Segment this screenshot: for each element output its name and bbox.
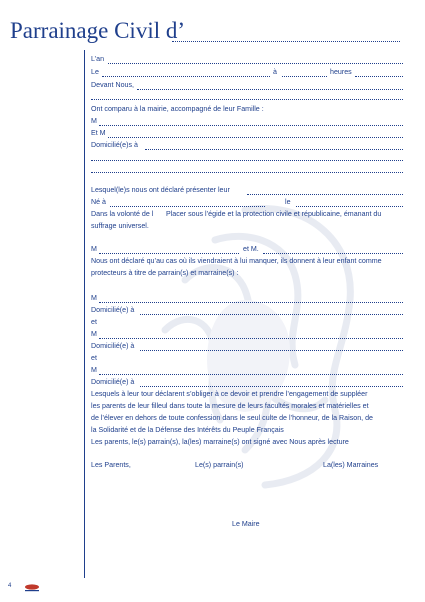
signature-marraines: La(les) Marraines xyxy=(323,461,379,469)
field-et-m2[interactable] xyxy=(263,253,403,254)
label-et-m2: et M. xyxy=(243,245,259,253)
field-l-an[interactable] xyxy=(108,63,403,64)
field-domicilies-3[interactable] xyxy=(91,172,403,173)
signature-parents: Les Parents, xyxy=(91,461,131,469)
field-parrain-3[interactable] xyxy=(99,374,403,375)
label-et-1: et xyxy=(91,318,97,326)
field-domicilie-3[interactable] xyxy=(140,386,403,387)
field-devant-nous[interactable] xyxy=(137,89,403,90)
field-minutes[interactable] xyxy=(355,76,403,77)
field-enfant[interactable] xyxy=(247,194,403,195)
volonte-line-1a: Dans la volonté de l xyxy=(91,210,154,218)
lesquels-line-2: les parents de leur filleul dans toute la mesure de leurs facultés morales et matérielles et xyxy=(91,402,369,410)
vertical-rule xyxy=(84,50,85,578)
label-ne-a: Né à xyxy=(91,198,106,206)
field-devant-nous-2[interactable] xyxy=(91,99,403,100)
label-devant-nous: Devant Nous, xyxy=(91,81,134,89)
non-declare-line-1: Nous ont déclaré qu’au cas où ils viendraient à lui manquer, ils donnent à leur enfant comme xyxy=(91,257,382,265)
field-date-naissance[interactable] xyxy=(296,206,403,207)
publisher-logo-icon xyxy=(24,584,40,592)
volonte-line-1b: Placer sous l’égide et la protection civile et républicaine, émanant du xyxy=(166,210,382,218)
label-ont-comparu: Ont comparu à la mairie, accompagné de leur Famille : xyxy=(91,105,264,113)
page-title: Parrainage Civil d’ xyxy=(10,18,186,43)
label-domicilie-3: Domicilié(e) à xyxy=(91,378,135,386)
signature-maire: Le Maire xyxy=(232,520,260,528)
label-domicilies: Domicilié(e)s à xyxy=(91,141,138,149)
label-l-an: L’an xyxy=(91,55,105,63)
label-lesquels-declare: Lesquel(le)s nous ont déclaré présenter leur xyxy=(91,186,230,194)
label-a: à xyxy=(273,68,277,76)
page-number: 4 xyxy=(8,583,12,589)
label-et-2: et xyxy=(91,354,97,362)
field-et-m[interactable] xyxy=(108,137,403,138)
label-heures: heures xyxy=(330,68,352,76)
label-domicilie-1: Domicilié(e) à xyxy=(91,306,135,314)
label-m4: M xyxy=(91,330,97,338)
field-domicilies[interactable] xyxy=(145,149,403,150)
field-m2[interactable] xyxy=(99,253,239,254)
field-date[interactable] xyxy=(102,76,270,77)
label-m3: M xyxy=(91,294,97,302)
label-le: Le xyxy=(91,68,99,76)
lesquels-line-3: de l’élever en dehors de toute confession dans le seul culte de l’honneur, de la Raison, de xyxy=(91,414,373,422)
lesquels-line-5: Les parents, le(s) parrain(s), la(les) marraine(s) ont signé avec Nous après lecture xyxy=(91,438,349,446)
title-fill-line[interactable] xyxy=(172,41,400,42)
lesquels-line-1: Lesquels à leur tour déclarent s’obliger à ce devoir et prendre l’engagement de suppléer xyxy=(91,390,368,398)
label-m5: M xyxy=(91,366,97,374)
lesquels-line-4: la Solidarité et de la Défense des Intérêts du Peuple Français xyxy=(91,426,284,434)
label-le-naissance: le xyxy=(285,198,291,206)
field-ne-a[interactable] xyxy=(110,206,265,207)
signature-parrains: Le(s) parrain(s) xyxy=(195,461,244,469)
volonte-line-2: suffrage universel. xyxy=(91,222,149,230)
field-domicilies-2[interactable] xyxy=(91,160,403,161)
label-m2: M xyxy=(91,245,97,253)
field-domicilie-2[interactable] xyxy=(140,350,403,351)
field-parrain-2[interactable] xyxy=(99,338,403,339)
non-declare-line-2: protecteurs à titre de parrain(s) et marraine(s) : xyxy=(91,269,239,277)
label-m: M xyxy=(91,117,97,125)
field-m[interactable] xyxy=(99,125,403,126)
label-domicilie-2: Domicilié(e) à xyxy=(91,342,135,350)
field-parrain-1[interactable] xyxy=(99,302,403,303)
label-et-m: Et M xyxy=(91,129,106,137)
field-hour[interactable] xyxy=(282,76,327,77)
field-domicilie-1[interactable] xyxy=(140,314,403,315)
